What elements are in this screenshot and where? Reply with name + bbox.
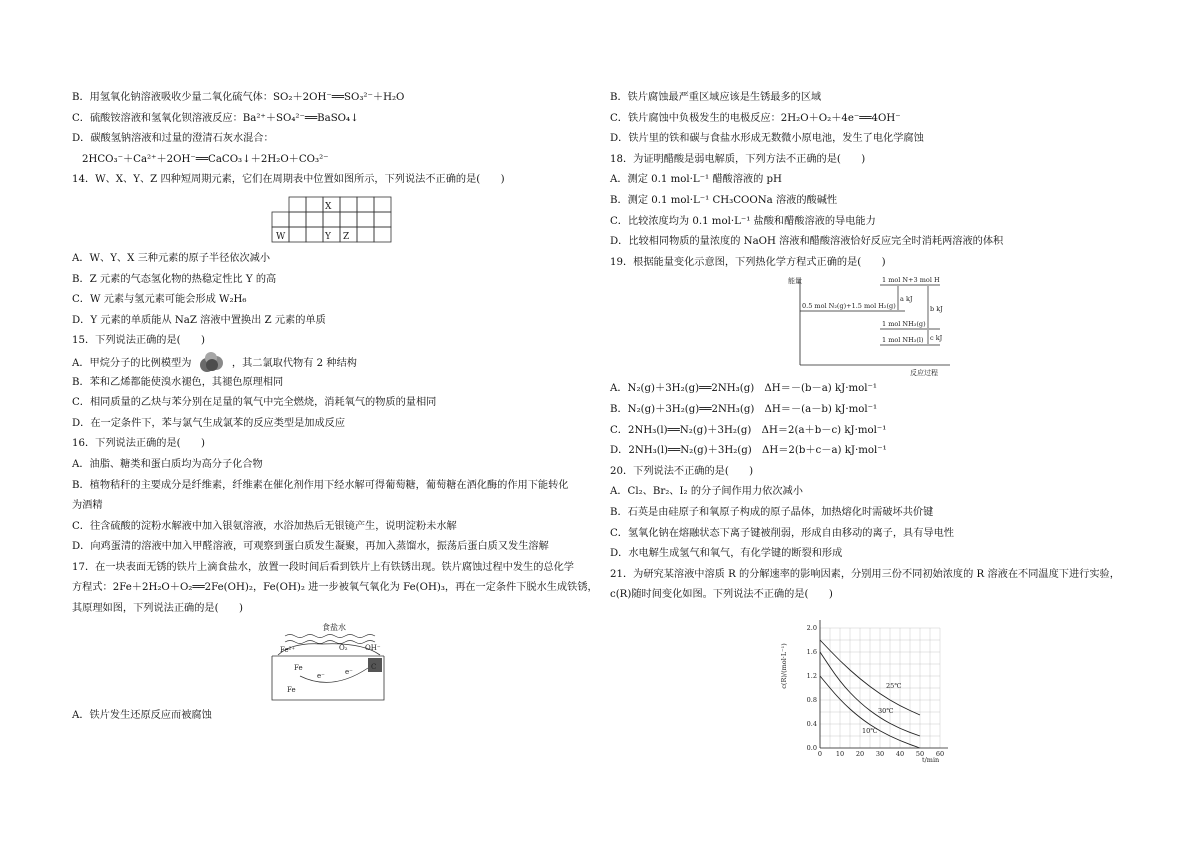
- q14-option-a: A．W、Y、X 三种元素的原子半径依次减小: [72, 252, 271, 264]
- methane-model-icon: [195, 352, 229, 374]
- q19-energy-diagram-figure: [610, 273, 1140, 379]
- cell-x: X: [325, 201, 332, 212]
- q18-option-d: D．比较相同物质的量浓度的 NaOH 溶液和醋酸溶液恰好反应完全时消耗两溶液的体积: [610, 236, 1004, 248]
- cell-z: Z: [343, 231, 350, 242]
- o2-label: O₂: [339, 643, 348, 652]
- right-column: [610, 88, 1140, 766]
- chart-y-tick-label: 0.8: [806, 695, 817, 704]
- q20-option-a: A．Cl₂、Br₂、I₂ 的分子间作用力依次减小: [610, 486, 803, 498]
- q14-option-c: C．W 元素与氢元素可能会形成 W₂H₆: [72, 294, 247, 306]
- q13-option-c: C．硫酸铵溶液和氢氧化钡溶液反应：Ba²⁺＋SO₄²⁻══BaSO₄↓: [72, 112, 359, 124]
- q16-option-a: A．油脂、糖类和蛋白质均为高分子化合物: [72, 458, 263, 470]
- q13-option-d-equation: 2HCO₃⁻＋Ca²⁺＋2OH⁻══CaCO₃↓＋2H₂O＋CO₃²⁻: [82, 153, 329, 165]
- q19-option-d: D．2NH₃(l)══N₂(g)＋3H₂(g) ΔH＝2(b＋c－a) kJ·mol⁻¹: [610, 445, 887, 457]
- level-nh3-liquid-label: 1 mol NH₃(l): [882, 336, 924, 345]
- q20-option-d: D．水电解生成氢气和氧气，有化学键的断裂和形成: [610, 548, 843, 560]
- periodic-table-grid: [72, 191, 602, 249]
- energy-axis-label: 能量: [788, 277, 802, 286]
- chart-x-tick-label: 20: [855, 749, 865, 758]
- q19-stem: 19．根据能量变化示意图，下列热化学方程式正确的是( ): [610, 256, 886, 268]
- q16-option-d: D．向鸡蛋清的溶液中加入甲醛溶液，可观察到蛋白质发生凝聚，再加入蒸馏水，振荡后蛋白质又发生溶解: [72, 541, 549, 553]
- chart-x-axis-label: t/min: [922, 755, 940, 764]
- cell-w: W: [276, 231, 286, 242]
- q17-option-c: C．铁片腐蚀中负极发生的电极反应：2H₂O＋O₂＋4e⁻══4OH⁻: [610, 112, 901, 124]
- chart-x-tick-label: 50: [915, 749, 925, 758]
- left-column: [72, 88, 602, 726]
- chart-series-label: 10℃: [862, 727, 878, 736]
- q21-stem-line2: c(R)随时间变化如图。下列说法不正确的是( ): [610, 589, 833, 601]
- q15-option-a-pre: A．甲烷分子的比例模型为: [72, 357, 192, 369]
- q17-option-a: A．铁片发生还原反应而被腐蚀: [72, 709, 212, 721]
- q15-stem: 15．下列说法正确的是( ): [72, 335, 205, 347]
- chart-series-label: 30℃: [878, 706, 894, 715]
- q20-option-c: C．氢氧化钠在熔融状态下离子键被削弱，形成自由移动的离子，具有导电性: [610, 527, 954, 539]
- q15-option-c: C．相同质量的乙炔与苯分别在足量的氧气中完全燃烧，消耗氧气的物质的量相同: [72, 397, 437, 409]
- q13-option-b: B．用氢氧化钠溶液吸收少量二氧化硫气体：SO₂＋2OH⁻══SO₃²⁻＋H₂O: [72, 92, 405, 103]
- chart-y-tick-label: 1.6: [806, 647, 817, 656]
- oh-ion-label: OH⁻: [365, 643, 381, 652]
- q15-option-a: [72, 352, 602, 373]
- q14-option-b: B．Z 元素的气态氢化物的热稳定性比 Y 的高: [72, 273, 277, 285]
- q21-chart-figure: [610, 606, 1140, 766]
- chart-y-tick-label: 2.0: [806, 623, 817, 632]
- concentration-time-chart: [610, 606, 1140, 766]
- chart-x-tick-label: 40: [895, 749, 905, 758]
- chart-y-tick-label: 1.2: [806, 671, 817, 680]
- iron-corrosion-diagram: [72, 620, 602, 706]
- q16-option-b-line1: B．植物秸秆的主要成分是纤维素，纤维素在催化剂作用下经水解可得葡萄糖，葡萄糖在酒化酶的作用下能转化: [72, 479, 569, 491]
- q17-option-b: B．铁片腐蚀最严重区域应该是生锈最多的区域: [610, 92, 822, 103]
- energy-b-label: b kJ: [930, 305, 943, 314]
- salt-water-label: 食盐水: [322, 622, 346, 632]
- chart-y-tick-label: 0.4: [806, 719, 817, 728]
- q14-periodic-table-figure: [72, 191, 602, 249]
- q15-option-a-post: ，其二氯取代物有 2 种结构: [231, 357, 357, 369]
- q15-option-d: D．在一定条件下，苯与氯气生成氯苯的反应类型是加成反应: [72, 417, 346, 429]
- level-reactants-label: 0.5 mol N₂(g)+1.5 mol H₂(g): [802, 302, 896, 311]
- chart-y-tick-label: 0.0: [806, 743, 817, 752]
- q16-option-c: C．往含硫酸的淀粉水解液中加入银氨溶液，水浴加热后无银镜产生，说明淀粉未水解: [72, 520, 457, 532]
- q16-option-b-line2: 为酒精: [72, 500, 103, 512]
- electron-label-2: e⁻: [345, 667, 353, 676]
- q18-option-c: C．比较浓度均为 0.1 mol·L⁻¹ 盐酸和醋酸溶液的导电能力: [610, 215, 876, 227]
- fe-anode-label: Fe: [294, 663, 303, 672]
- reaction-progress-label: 反应过程: [910, 369, 938, 378]
- energy-a-label: a kJ: [900, 295, 913, 304]
- q19-option-a: A．N₂(g)＋3H₂(g)══2NH₃(g) ΔH＝－(b－a) kJ·mol⁻¹: [610, 383, 878, 395]
- fe2-ion-label: Fe²⁺: [280, 645, 296, 654]
- q17-stem-line1: 17．在一块表面无锈的铁片上滴食盐水，放置一段时间后看到铁片上有铁锈出现。铁片腐蚀过程中发生的总化学: [72, 561, 574, 573]
- q18-option-b: B．测定 0.1 mol·L⁻¹ CH₃COONa 溶液的酸碱性: [610, 194, 838, 206]
- fe-plate-label: Fe: [287, 685, 296, 694]
- chart-x-tick-label: 0: [817, 749, 823, 758]
- q17-stem-line3: 其原理如图，下列说法正确的是( ): [72, 603, 243, 615]
- q20-stem: 20．下列说法不正确的是( ): [610, 465, 754, 477]
- q18-stem: 18．为证明醋酸是弱电解质，下列方法不正确的是( ): [610, 153, 866, 165]
- carbon-label: C: [371, 662, 377, 671]
- chart-series-label: 25℃: [886, 681, 902, 690]
- chart-x-tick-label: 60: [935, 749, 945, 758]
- q13-option-d: D．碳酸氢钠溶液和过量的澄清石灰水混合：: [72, 133, 274, 145]
- q14-stem: 14．W、X、Y、Z 四种短周期元素，它们在周期表中位置如图所示，下列说法不正确的是( ): [72, 174, 505, 186]
- q16-stem: 16．下列说法正确的是( ): [72, 438, 205, 450]
- q19-option-b: B．N₂(g)＋3H₂(g)══2NH₃(g) ΔH＝－(a－b) kJ·mol⁻¹: [610, 403, 878, 415]
- q18-option-a: A．测定 0.1 mol·L⁻¹ 醋酸溶液的 pH: [610, 174, 782, 186]
- energy-c-label: c kJ: [930, 334, 943, 343]
- q20-option-b: B．石英是由硅原子和氧原子构成的原子晶体，加热熔化时需破坏共价键: [610, 506, 934, 518]
- level-nh3-gas-label: 1 mol NH₃(g): [882, 320, 926, 329]
- level-atoms-label: 1 mol N+3 mol H: [882, 276, 940, 285]
- q17-stem-line2: 方程式：2Fe＋2H₂O＋O₂══2Fe(OH)₂，Fe(OH)₂ 进一步被氧气氧化为 Fe(OH)₃，再在一定条件下脱水生成铁锈，: [72, 582, 598, 594]
- energy-level-diagram: [610, 273, 1140, 379]
- chart-x-tick-label: 10: [835, 749, 845, 758]
- q17-corrosion-figure: [72, 620, 602, 706]
- q21-stem-line1: 21．为研究某溶液中溶质 R 的分解速率的影响因素，分别用三份不同初始浓度的 R 溶液在不同温度下进行实验，: [610, 568, 1120, 580]
- cell-y: Y: [325, 231, 331, 242]
- chart-y-axis-label: c(R)/(mol·L⁻¹): [780, 643, 788, 689]
- q17-option-d: D．铁片里的铁和碳与食盐水形成无数微小原电池，发生了电化学腐蚀: [610, 133, 924, 145]
- q14-option-d: D．Y 元素的单质能从 NaZ 溶液中置换出 Z 元素的单质: [72, 314, 326, 326]
- q19-option-c: C．2NH₃(l)══N₂(g)＋3H₂(g) ΔH＝2(a＋b－c) kJ·mol⁻¹: [610, 424, 887, 436]
- chart-x-tick-label: 30: [875, 749, 885, 758]
- electron-label-1: e⁻: [317, 671, 325, 680]
- q15-option-b: B．苯和乙烯都能使溴水褪色，其褪色原理相同: [72, 376, 284, 388]
